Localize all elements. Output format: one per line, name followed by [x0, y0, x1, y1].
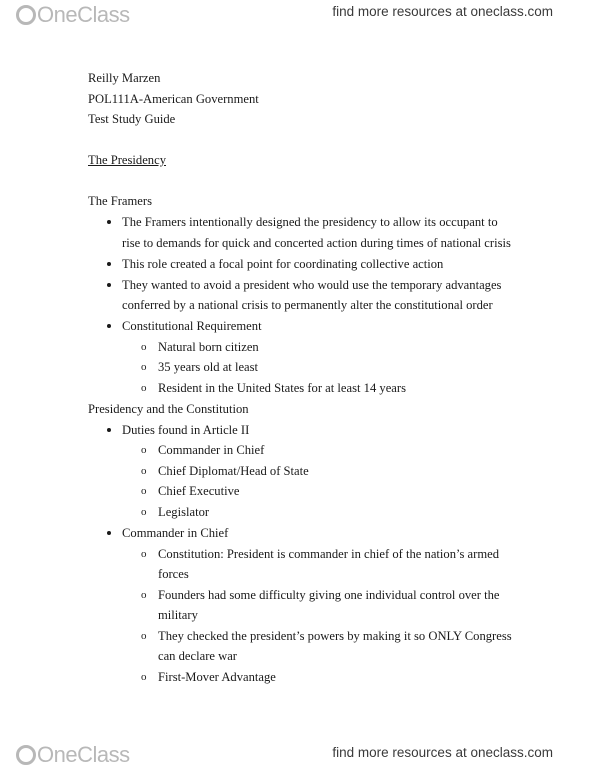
- sub-list-item: Constitution: President is commander in chief of the nation’s armed: [158, 547, 500, 561]
- sub-list-item: First-Mover Advantage: [158, 670, 276, 684]
- sub-bullet-icon: o: [141, 465, 147, 477]
- sub-bullet-icon: o: [141, 444, 147, 456]
- bullet-icon: [107, 283, 111, 287]
- sub-list-item: Natural born citizen: [158, 340, 259, 354]
- oneclass-logo[interactable]: [16, 2, 130, 28]
- framers-heading: The Framers: [88, 194, 152, 208]
- sub-list-item: Resident in the United States for at least 14 years: [158, 381, 406, 395]
- logo-circle-icon: [16, 5, 36, 25]
- bullet-icon: [107, 262, 111, 266]
- sub-list-item: They checked the president’s powers by making it so ONLY Congress: [158, 629, 512, 643]
- sub-list-item: Commander in Chief: [158, 443, 265, 457]
- sub-bullet-icon: o: [141, 485, 147, 497]
- bullet-icon: [107, 428, 111, 432]
- list-item: They wanted to avoid a president who would use the temporary advantages: [122, 278, 502, 292]
- bullet-icon: [107, 220, 111, 224]
- document-title: Test Study Guide: [88, 112, 176, 126]
- list-item-continuation: conferred by a national crisis to permanently alter the constitutional order: [122, 298, 493, 312]
- sub-bullet-icon: o: [141, 630, 147, 642]
- logo-text: OneClass: [37, 742, 130, 767]
- sub-list-item-continuation: forces: [158, 567, 189, 581]
- promo-link[interactable]: find more resources at oneclass.com: [332, 745, 553, 760]
- page-footer: [0, 738, 595, 768]
- sub-list-item: Founders had some difficulty giving one individual control over the: [158, 588, 500, 602]
- sub-list-item: 35 years old at least: [158, 360, 259, 374]
- sub-bullet-icon: o: [141, 341, 147, 353]
- list-item: Commander in Chief: [122, 526, 229, 540]
- sub-bullet-icon: o: [141, 382, 147, 394]
- list-item: The Framers intentionally designed the presidency to allow its occupant to: [122, 215, 498, 229]
- bullet-icon: [107, 531, 111, 535]
- bullet-icon: [107, 324, 111, 328]
- course-name: POL111A-American Government: [88, 92, 259, 106]
- list-item: Duties found in Article II: [122, 423, 250, 437]
- oneclass-logo[interactable]: [16, 742, 130, 768]
- sub-bullet-icon: o: [141, 548, 147, 560]
- sub-bullet-icon: o: [141, 506, 147, 518]
- sub-list-item-continuation: military: [158, 608, 198, 622]
- presidency-constitution-heading: Presidency and the Constitution: [88, 402, 249, 416]
- sub-bullet-icon: o: [141, 361, 147, 373]
- logo-text: OneClass: [37, 2, 130, 27]
- sub-bullet-icon: o: [141, 671, 147, 683]
- promo-link[interactable]: find more resources at oneclass.com: [332, 4, 553, 19]
- list-item: Constitutional Requirement: [122, 319, 262, 333]
- sub-list-item: Chief Executive: [158, 484, 240, 498]
- list-item: This role created a focal point for coordinating collective action: [122, 257, 444, 271]
- sub-list-item: Legislator: [158, 505, 210, 519]
- list-item-continuation: rise to demands for quick and concerted action during times of national crisis: [122, 236, 511, 250]
- sub-list-item: Chief Diplomat/Head of State: [158, 464, 309, 478]
- sub-list-item-continuation: can declare war: [158, 649, 237, 663]
- author-name: Reilly Marzen: [88, 71, 161, 85]
- logo-circle-icon: [16, 745, 36, 765]
- page-header: [0, 0, 595, 30]
- section-title: The Presidency: [88, 153, 166, 167]
- sub-bullet-icon: o: [141, 589, 147, 601]
